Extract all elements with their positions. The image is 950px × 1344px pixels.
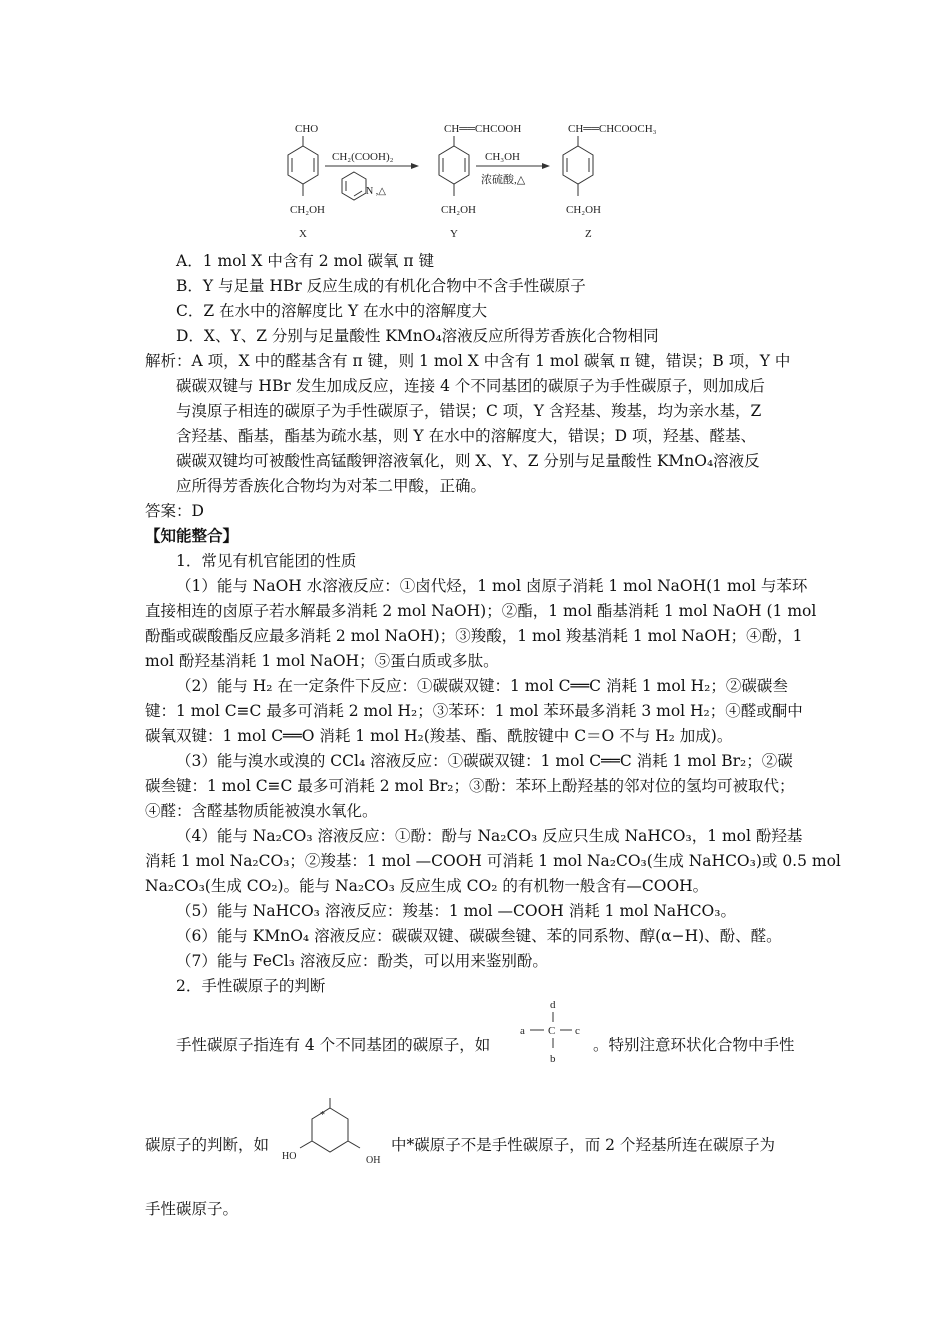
heading-2: 2．手性碳原子的判断 [176,977,326,995]
formula-c-sub: c [575,1025,580,1037]
chiral-text-1: 手性碳原子指连有 4 个不同基团的碳原子，如 [176,1036,491,1054]
body-line: （1）能与 NaOH 水溶液反应：①卤代烃，1 mol 卤原子消耗 1 mol NaOH(1 mol 与苯环 [176,577,808,595]
body-line: mol 酚羟基消耗 1 mol NaOH；⑤蛋白质或多肽。 [145,652,499,670]
option-c: C．Z 在水中的溶解度比 Y 在水中的溶解度大 [176,302,488,320]
analysis-line: 应所得芳香族化合物均为对苯二甲酸，正确。 [176,477,487,495]
body-line: （4）能与 Na₂CO₃ 溶液反应：①酚：酚与 Na₂CO₃ 反应只生成 NaHCO₃，1 mol 酚羟基 [176,827,803,845]
reagent-2-below: 浓硫酸,△ [481,174,526,186]
x-label: X [299,228,307,240]
heading-1: 1．常见有机官能团的性质 [176,552,357,570]
formula-a: a [520,1025,525,1037]
ring-ho: HO [282,1151,297,1162]
chiral-text-3: 手性碳原子。 [145,1200,239,1218]
option-b: B．Y 与足量 HBr 反应生成的有机化合物中不含手性碳原子 [176,277,586,295]
formula-c: C [548,1025,556,1037]
body-line: （7）能与 FeCl₃ 溶液反应：酚类，可以用来鉴别酚。 [176,952,548,970]
body-line: 键：1 mol C≡C 最多可消耗 2 mol H₂；③苯环：1 mol 苯环最多消耗 3 mol H₂；④醛或酮中 [145,702,803,720]
y-top-group: CH══CHCOOH [444,123,522,135]
body-line: Na₂CO₃(生成 CO₂)。能与 Na₂CO₃ 反应生成 CO₂ 的有机物一般含有—COOH。 [145,877,709,895]
formula-d: d [550,999,556,1011]
answer: 答案：D [145,502,204,520]
ring-oh: OH [366,1155,381,1166]
cyclohexane-ring [312,1108,348,1152]
reagent-2-above: CH₃OH [485,151,521,163]
z-label: Z [585,228,592,240]
arrow-2-head [542,163,550,169]
ring-oh-bond-right [348,1141,360,1148]
chiral-carbon-formula [518,996,588,1068]
x-top-group: CHO [295,123,319,135]
body-line: 碳氧双键：1 mol C══O 消耗 1 mol H₂(羧基、酯、酰胺键中 C＝O 不与 H₂ 加成)。 [145,727,733,745]
option-a: A．1 mol X 中含有 2 mol 碳氧 π 键 [176,252,435,270]
arrow-1-head [411,163,419,169]
reagent-1-above: CH₂(COOH)₂ [332,151,394,163]
pyridine-inner-bond [354,191,362,196]
chiral-text-2-after: 中*碳原子不是手性碳原子，而 2 个羟基所连在碳原子为 [391,1136,775,1154]
chiral-text-1-after: 。特别注意环状化合物中手性 [593,1036,795,1054]
y-label: Y [450,228,458,240]
z-top-group: CH══CHCOOCH₃ [568,123,657,135]
body-line: （5）能与 NaHCO₃ 溶液反应：羧基：1 mol —COOH 消耗 1 mol NaHCO₃。 [176,902,736,920]
analysis-line: 碳碳双键均可被酸性高锰酸钾溶液氧化，则 X、Y、Z 分别与足量酸性 KMnO₄溶液反 [176,452,760,470]
body-line: 碳叁键：1 mol C≡C 最多可消耗 2 mol Br₂；③酚：苯环上酚羟基的邻对位的氢均可被取代； [145,777,795,795]
analysis-line: 碳碳双键与 HBr 发生加成反应，连接 4 个不同基团的碳原子为手性碳原子，则加成后 [176,377,765,395]
option-d: D．X、Y、Z 分别与足量酸性 KMnO₄溶液反应所得芳香族化合物相同 [176,327,659,345]
body-line: 消耗 1 mol Na₂CO₃；②羧基：1 mol —COOH 可消耗 1 mol Na₂CO₃(生成 NaHCO₃)或 0.5 mol [145,852,841,870]
reagent-1-below: N ,△ [366,186,386,197]
section-title: 【知能整合】 [145,526,239,545]
y-bottom-group: CH₂OH [441,204,477,216]
body-line: 酚酯或碳酸酯反应最多消耗 2 mol NaOH)；③羧酸，1 mol 羧基消耗 1 mol NaOH；④酚，1 [145,627,803,645]
analysis-line: 解析：A 项，X 中的醛基含有 π 键，则 1 mol X 中含有 1 mol 碳氧 π 键，错误；B 项，Y 中 [145,352,791,370]
formula-b: b [550,1053,556,1065]
body-line: （2）能与 H₂ 在一定条件下反应：①碳碳双键：1 mol C══C 消耗 1 mol H₂；②碳碳叁 [176,677,788,695]
z-bottom-group: CH₂OH [566,204,602,216]
body-line: ④醛：含醛基物质能被溴水氧化。 [145,802,378,820]
reaction-scheme [270,112,710,246]
analysis-line: 与溴原子相连的碳原子为手性碳原子，错误；C 项，Y 含羟基、羧基，均为亲水基，Z [176,402,762,420]
analysis-line: 含羟基、酯基，酯基为疏水基，则 Y 在水中的溶解度大，错误；D 项，羟基、醛基、 [176,427,756,445]
body-line: 直接相连的卤原子若水解最多消耗 2 mol NaOH)；②酯，1 mol 酯基消耗 1 mol NaOH (1 mol [145,602,817,620]
ring-star: * [320,1110,325,1121]
chiral-text-2: 碳原子的判断，如 [145,1136,270,1154]
body-line: （3）能与溴水或溴的 CCl₄ 溶液反应：①碳碳双键：1 mol C══C 消耗 1 mol Br₂；②碳 [176,752,793,770]
ring-oh-bond-left [300,1141,312,1148]
ring-structure [280,1088,390,1168]
body-line: （6）能与 KMnO₄ 溶液反应：碳碳双键、碳碳叁键、苯的同系物、醇(α−H)、酚、醛。 [176,927,782,945]
x-bottom-group: CH₂OH [290,204,326,216]
